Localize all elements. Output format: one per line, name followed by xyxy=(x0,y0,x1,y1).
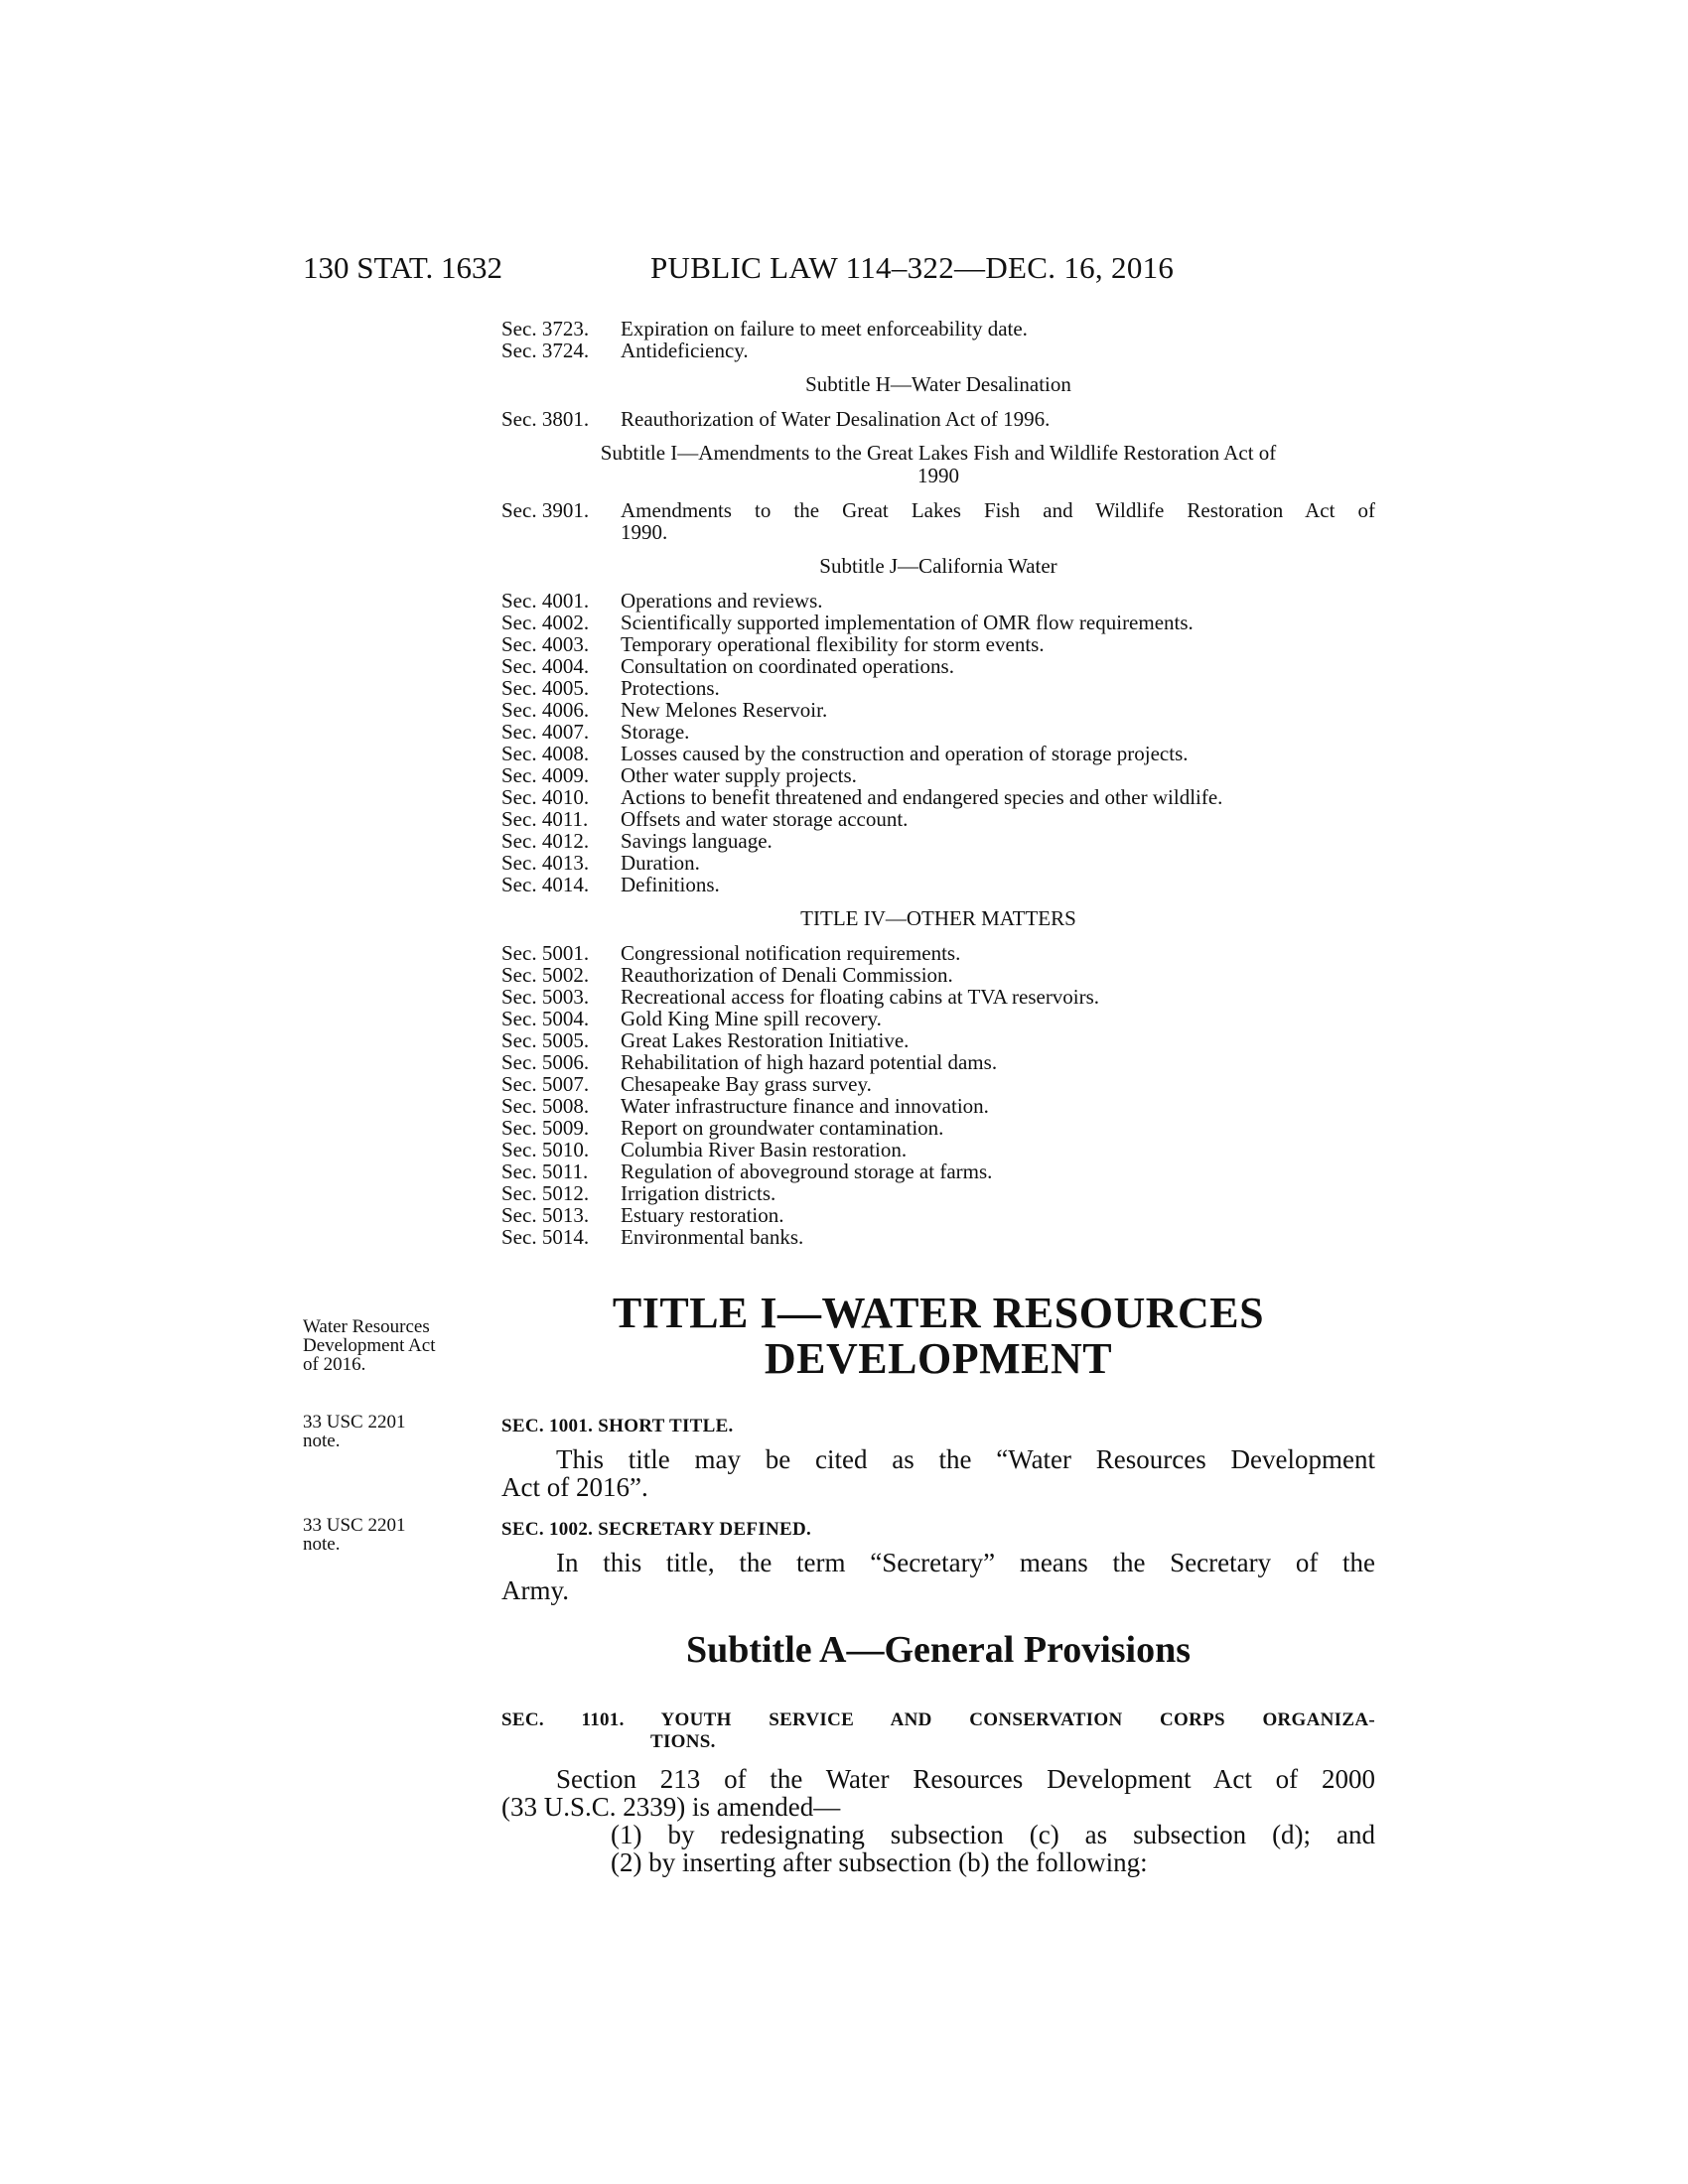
toc-entry: Sec. 5013. Estuary restoration. xyxy=(501,1203,784,1227)
toc-entry: Sec. 5004. Gold King Mine spill recovery. xyxy=(501,1007,882,1030)
toc-entry: Sec. 4001. Operations and reviews. xyxy=(501,589,823,613)
toc-entry: Sec. 4009. Other water supply projects. xyxy=(501,763,857,787)
toc-entry: Sec. 4012. Savings language. xyxy=(501,829,773,853)
toc-entry: Sec. 5011. Regulation of aboveground storage at farms. xyxy=(501,1160,993,1183)
toc-entry: Sec. 4010. Actions to benefit threatened and endangered species and other wildlife. xyxy=(501,785,1223,809)
toc-entry: Sec. 4003. Temporary operational flexibility for storm events. xyxy=(501,632,1045,656)
section-1001-body: This title may be cited as the “Water Resources Development Act of 2016”. xyxy=(501,1444,1375,1502)
table-of-contents xyxy=(501,318,1375,1248)
section-1101-heading: SEC. 1101. YOUTH SERVICE AND CONSERVATION CORPS ORGANIZA- TIONS. xyxy=(501,1709,1375,1752)
toc-entry: Sec. 5005. Great Lakes Restoration Initiative. xyxy=(501,1028,910,1052)
toc-entry: Sec. 5002. Reauthorization of Denali Commission. xyxy=(501,963,953,987)
title-heading: TITLE I—WATER RESOURCES DEVELOPMENT xyxy=(612,1289,1265,1383)
toc-group-other-matters xyxy=(501,942,1375,1248)
toc-title-iv: TITLE IV—OTHER MATTERS xyxy=(800,906,1076,930)
public-law-header: PUBLIC LAW 114–322—DEC. 16, 2016 xyxy=(650,250,1175,285)
amendment-item-2: (2) by inserting after subsection (b) the following: xyxy=(611,1847,1148,1877)
toc-entry: Sec. 4002. Scientifically supported implementation of OMR flow requirements. xyxy=(501,611,1194,634)
margin-note-usc-1001: 33 USC 2201 note. xyxy=(303,1412,406,1451)
section-1002-body: In this title, the term “Secretary” means the Secretary of the Army. xyxy=(501,1548,1375,1605)
section-1001-heading: SEC. 1001. SHORT TITLE. xyxy=(501,1416,734,1436)
toc-subtitle-h: Subtitle H—Water Desalination xyxy=(805,372,1071,396)
stat-page-number: 130 STAT. 1632 xyxy=(303,250,503,285)
toc-entry: Sec. 5001. Congressional notification requirements. xyxy=(501,941,961,965)
toc-entry: Sec. 4008. Losses caused by the construction and operation of storage projects. xyxy=(501,742,1189,765)
toc-entry: Sec. 5008. Water infrastructure finance and innovation. xyxy=(501,1094,989,1118)
toc-entry: Sec. 3723. Expiration on failure to meet enforceability date. xyxy=(501,317,1028,341)
toc-entry: Sec. 3801. Reauthorization of Water Desalination Act of 1996. xyxy=(501,407,1051,431)
toc-entry: Sec. 4011. Offsets and water storage account. xyxy=(501,807,909,831)
section-1002-heading: SEC. 1002. SECRETARY DEFINED. xyxy=(501,1519,812,1540)
margin-note-wrda: Water Resources Development Act of 2016. xyxy=(303,1316,436,1375)
toc-entry: Sec. 3724. Antideficiency. xyxy=(501,339,749,362)
toc-entry: Sec. 3901. Amendments to the Great Lakes Fish and Wildlife Restoration Act of 1990. xyxy=(501,498,1375,544)
toc-entry: Sec. 5003. Recreational access for floating cabins at TVA reservoirs. xyxy=(501,985,1100,1009)
toc-entry: Sec. 5014. Environmental banks. xyxy=(501,1225,804,1249)
toc-entry: Sec. 5007. Chesapeake Bay grass survey. xyxy=(501,1072,872,1096)
toc-entry: Sec. 4013. Duration. xyxy=(501,851,700,875)
toc-entry: Sec. 4006. New Melones Reservoir. xyxy=(501,698,828,722)
toc-entry: Sec. 4005. Protections. xyxy=(501,676,720,700)
subtitle-a-heading: Subtitle A—General Provisions xyxy=(685,1629,1192,1671)
section-1101-body: Section 213 of the Water Resources Development Act of 2000 (33 U.S.C. 2339) is amended— (1) by redesignating subsection (c) as subsection (d); and (2) by inserting after subsection (b) the following: xyxy=(501,1764,1375,1877)
margin-note-usc-1002: 33 USC 2201 note. xyxy=(303,1515,406,1555)
toc-entry: Sec. 4004. Consultation on coordinated operations. xyxy=(501,654,954,678)
toc-entry: Sec. 5012. Irrigation districts. xyxy=(501,1181,776,1205)
toc-entry: Sec. 5009. Report on groundwater contamination. xyxy=(501,1116,944,1140)
toc-entry: Sec. 4014. Definitions. xyxy=(501,873,720,896)
running-header xyxy=(303,250,1395,290)
toc-entry: Sec. 4007. Storage. xyxy=(501,720,690,744)
toc-subtitle-i: Subtitle I—Amendments to the Great Lakes Fish and Wildlife Restoration Act of 1990 xyxy=(600,441,1277,487)
toc-entry: Sec. 5010. Columbia River Basin restoration. xyxy=(501,1138,908,1161)
amendment-item-1: (1) by redesignating subsection (c) as subsection (d); and xyxy=(611,1820,1375,1849)
toc-group-california-water xyxy=(501,590,1375,895)
toc-subtitle-j: Subtitle J—California Water xyxy=(819,554,1057,578)
toc-entry: Sec. 5006. Rehabilitation of high hazard potential dams. xyxy=(501,1050,998,1074)
